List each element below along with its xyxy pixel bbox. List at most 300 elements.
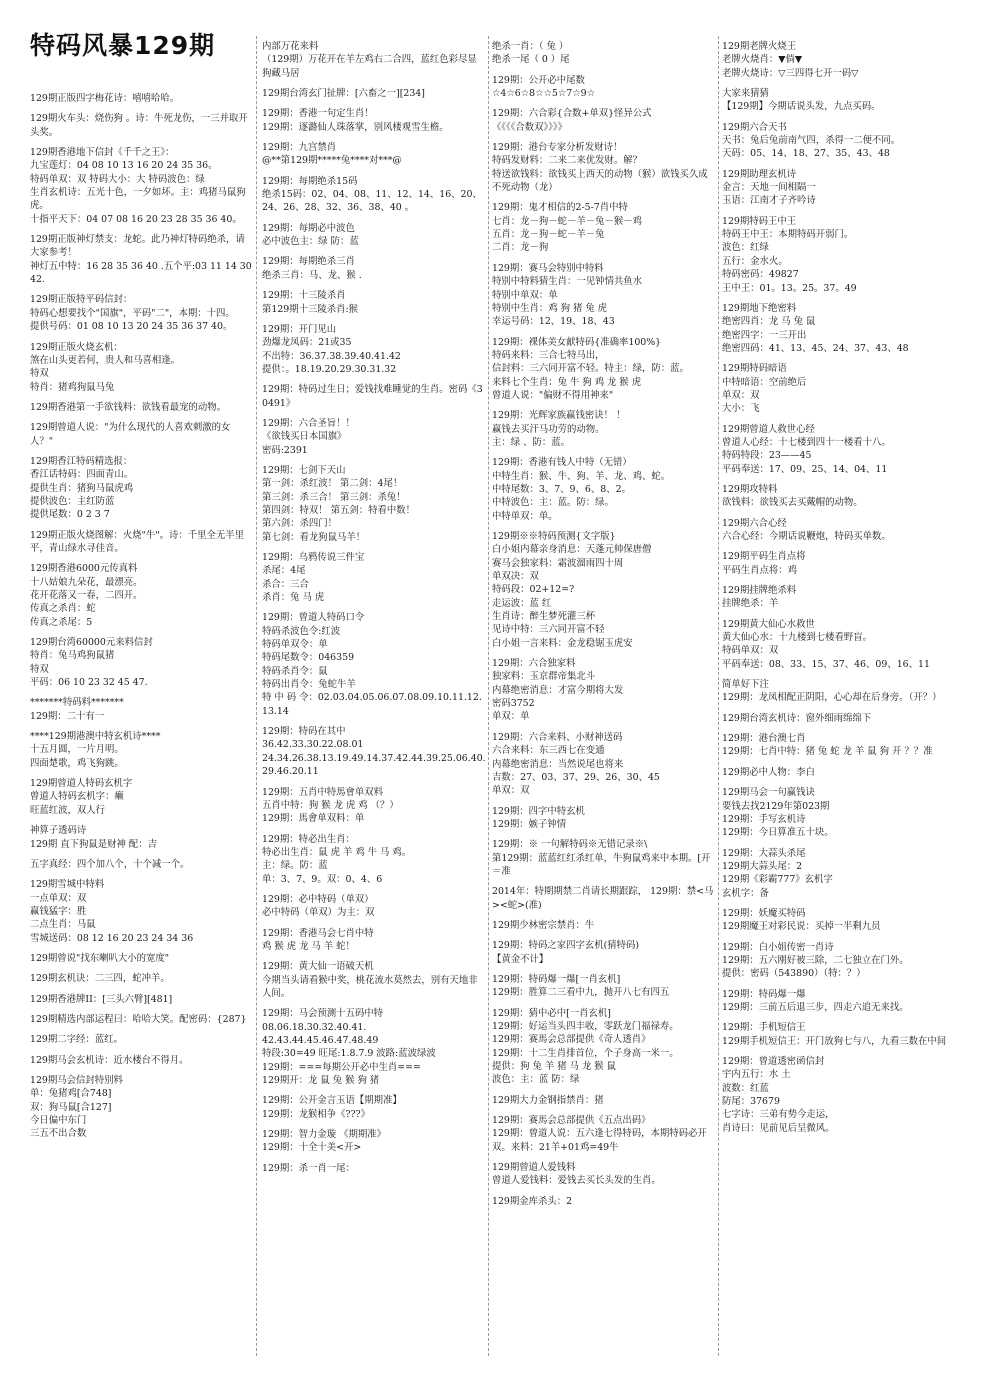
- text-line: 挂牌绝杀：羊: [722, 598, 779, 610]
- text-line: 绝密四肖：龙 马 兔 鼠: [722, 316, 816, 328]
- text-line: 吉数：27、03、37、29、26、30、45: [492, 771, 660, 783]
- text-block: [30, 1033, 252, 1046]
- text-block: [492, 1161, 716, 1188]
- text-block: [492, 530, 716, 650]
- text-line: 提供号码：01 08 10 13 20 24 35 36 37 40。: [30, 321, 233, 333]
- text-line: 杀尾：4尾: [262, 565, 306, 577]
- column-divider: [488, 36, 489, 1356]
- text-line: 129期少林密宗禁肖：牛: [492, 919, 595, 931]
- text-line: 129期黄大仙心水救世: [722, 618, 815, 630]
- text-line: 十八姑娘九朵花，最漂亮。: [30, 576, 143, 588]
- text-line: 七字诗：三弟有势今走运，: [722, 1109, 835, 1121]
- text-line: 防尾：37679: [722, 1096, 780, 1108]
- text-line: ☆4☆6☆8☆☆5☆7☆9☆: [492, 88, 596, 100]
- text-line: 129期：六合来料、小财神送码: [492, 731, 623, 743]
- text-block: [262, 87, 486, 100]
- text-line: 129期香港地下信封《千千之王》：: [30, 147, 175, 159]
- text-line: 大小：飞: [722, 403, 760, 415]
- text-line: 129期：每期绝杀三肖: [262, 256, 355, 268]
- text-line: 129期：今日算准五十块。: [722, 827, 834, 839]
- text-line: 129期：五六刚好被三除，二七独立在门外。: [722, 954, 909, 966]
- text-block: [492, 939, 716, 966]
- text-line: 129期：二十有一: [30, 710, 105, 722]
- text-block: [262, 107, 486, 134]
- text-line: 提供生肖：猪狗马鼠虎鸡: [30, 482, 134, 494]
- text-line: 特码来料：三合七特马出，: [492, 349, 605, 361]
- text-line: 129期：裸体美女献特码{准确率100%}: [492, 336, 662, 348]
- text-line: 【129期】今期话说头发，九点买码。: [722, 101, 881, 113]
- text-line: 老牌火烧肖：▼倘▼: [722, 54, 803, 66]
- text-line: 129期二字经：蓝红。: [30, 1034, 123, 1046]
- text-line: 129期：黄大仙一语破天机: [262, 961, 374, 973]
- text-line: 宇内五行：水 土: [722, 1069, 791, 1081]
- text-line: 129期正版火烧玄机：: [30, 341, 123, 353]
- text-line: ****129期港澳中特玄机诗****: [30, 731, 161, 743]
- text-line: 肖诗曰：见前见后呈微风。: [722, 1122, 835, 1134]
- text-line: 双：狗马鼠[合127]: [30, 1101, 112, 1113]
- text-line: 主：绿 、防：蓝。: [492, 436, 570, 448]
- text-line: 129期攻特料: [722, 483, 778, 495]
- text-block: [30, 146, 252, 226]
- text-line: 第七剑：看龙狗鼠马羊！: [262, 531, 366, 543]
- column-divider: [718, 36, 719, 1356]
- text-line: 129期※※特码预测{文字版}: [492, 531, 616, 542]
- text-line: 特码杀肖令：鼠: [262, 665, 328, 677]
- text-block: [492, 919, 716, 932]
- text-line: 129期：曾道人特码口令: [262, 612, 365, 624]
- text-line: 绝密四码：41、13、45、24、37、43、48: [722, 342, 909, 354]
- text-block: [262, 893, 486, 920]
- text-block: [492, 409, 716, 449]
- text-block: [262, 255, 486, 282]
- text-line: 四面楚歌，鸡飞狗跳。: [30, 757, 124, 769]
- text-line: 特别中单双：单: [492, 289, 558, 301]
- text-line: 提供波色：主红防蓝: [30, 495, 115, 507]
- text-line: 特别中生肖：鸡 狗 猪 兔 虎: [492, 302, 608, 314]
- text-line: （129期）万花开在羊左鸡右二合四，蓝红色彩尽显狗藏马居: [262, 54, 477, 79]
- text-line: 129期正版四字梅花诗：嘻嘻哈哈。: [30, 93, 180, 104]
- text-line: 129期：特码爆一爆: [722, 988, 806, 1000]
- text-line: 129期：曾道透密函信封: [722, 1056, 825, 1067]
- text-line: 二肖：龙－狗: [492, 242, 549, 254]
- text-line: 波数：红蓝: [722, 1082, 769, 1094]
- text-block: [722, 517, 948, 544]
- text-line: 老牌火烧诗：▽三四得七开一码▽: [722, 67, 859, 79]
- text-block: [262, 1162, 486, 1175]
- text-line: 劲爆龙凤码：21或35: [262, 337, 352, 349]
- text-line: 特 中 码 令：02.03.04.05.06.07.08.09.10.11.12.13.14: [262, 692, 482, 717]
- text-line: 129期平码生肖点将: [722, 551, 806, 563]
- text-block: [30, 696, 252, 723]
- text-line: 中特波色：主：蓝。防：绿。: [492, 497, 614, 509]
- text-line: 129期：港台澳七肖: [722, 733, 806, 745]
- text-line: 十五月圆，一片月明。: [30, 744, 124, 756]
- text-block: [262, 551, 486, 604]
- text-line: 欲钱料：欲钱买去买戴帽的动物。: [722, 497, 863, 509]
- text-line: 129期：十二生肖排首位，个子身高一米一。: [492, 1047, 679, 1059]
- text-block: [262, 927, 486, 954]
- text-line: 信封料：三六同开富不轻。特主：绿，防：蓝。: [492, 363, 689, 375]
- text-block: [722, 168, 948, 208]
- text-block: [30, 824, 252, 851]
- text-line: 玉语：江南才子齐吟诗: [722, 195, 816, 207]
- text-line: 天书：兔后兔前南气四，杀得一二便不同。: [722, 135, 901, 147]
- text-block: [262, 611, 486, 718]
- text-block: [262, 40, 486, 80]
- text-line: 129期：六合独家料: [492, 658, 576, 670]
- text-line: 129期：白小姐传密一肖诗: [722, 941, 834, 953]
- text-line: 129期大蒜头尾：2: [722, 860, 803, 872]
- text-line: 内幕绝密消息：才富今期将大发: [492, 684, 624, 696]
- text-block: [722, 302, 948, 355]
- text-line: 129期：智力金璇 《期期准》: [262, 1129, 387, 1141]
- text-line: 花开花落又一春，二四开。: [30, 590, 143, 601]
- text-line: 24.34.26.38.13.19.49.14.37.42.44.39.25.06.40.29.46.20.11: [262, 752, 486, 778]
- text-line: 特码王中王：本期特码开弱门。: [722, 229, 854, 241]
- text-block: [722, 712, 948, 725]
- text-line: 特码出肖令：兔蛇牛羊: [262, 679, 356, 691]
- text-line: 129期台湾玄机诗：窗外细雨绵绵下: [722, 712, 872, 724]
- text-line: 129期：嫉子钟情: [492, 818, 567, 830]
- text-line: 129期：十三陵杀肖: [262, 290, 346, 302]
- text-line: 129期：光辉家族赢钱密诀！ ！: [492, 410, 626, 422]
- text-block: [722, 423, 948, 476]
- text-line: 129期：手机短信王: [722, 1022, 806, 1034]
- text-line: 曾道人爱钱料：爱钱去买长头发的生肖。: [492, 1175, 661, 1187]
- text-line: 129期：龙凤相配正阴阳，心心却在后身旁。（开？）: [722, 692, 942, 704]
- text-line: 内幕绝密消息：当然说尾也将来: [492, 758, 624, 770]
- text-line: 中特单双：单。: [492, 510, 558, 522]
- text-block: [30, 529, 252, 556]
- text-line: 第六剑：杀四门！: [262, 518, 338, 530]
- text-block: [30, 421, 252, 448]
- text-line: 特码发财料：二来二来优发财。解？: [492, 155, 643, 167]
- text-line: 129期香港牌II：[三头六臂][481]: [30, 993, 173, 1005]
- text-line: 2014年：特期期禁二肖请长期跟踪， 129期：禁<马><蛇>(准): [492, 886, 714, 911]
- text-line: 单双：双: [722, 389, 760, 401]
- text-line: 传真之杀尾：5: [30, 616, 93, 628]
- text-line: 特送欲钱料：欲钱买上西天的动物（猴）欲钱买久成不死动物（龙）: [492, 168, 708, 194]
- text-line: 单双：双: [492, 785, 530, 797]
- text-line: 129期《彩霸777》玄机字: [722, 874, 833, 886]
- text-block: [30, 1013, 252, 1026]
- text-line: 特必出生肖：鼠 虎 羊 鸡 牛 马 鸡。: [262, 846, 412, 858]
- text-line: 129期：特码爆一爆[一肖玄机]: [492, 973, 621, 985]
- text-line: 七肖：龙－狗－蛇－羊－兔－猴－鸡: [492, 215, 643, 227]
- page-title: 特码风暴129期: [30, 31, 216, 60]
- text-line: 129期金库杀头：2: [492, 1195, 573, 1207]
- text-line: 一点单双：双: [30, 892, 87, 904]
- text-block: [722, 766, 948, 779]
- text-line: 五肖中特：狗 猴 龙 虎 鸡 （？）: [262, 799, 399, 811]
- text-line: 特码单双：双: [722, 645, 779, 657]
- text-block: [722, 362, 948, 415]
- text-line: 129期：必中特码（单双）: [262, 893, 374, 905]
- text-line: 129期曾说"找东喇叭大小的宽度": [30, 952, 170, 964]
- text-line: 129期六合天书: [722, 121, 787, 133]
- text-line: 129期：曾道人说：五六逢七得特码，本期特码必开双。来料：21羊+01鸡=49牛: [492, 1128, 707, 1153]
- text-line: 第三剑：杀三合！ 第三剑：杀兔！: [262, 491, 406, 503]
- text-block: [30, 112, 252, 139]
- text-line: 赢钱猛字：胜: [30, 905, 87, 917]
- text-line: 大家来猜猜: [722, 88, 769, 100]
- text-line: 129期：龙猴相争《???》: [262, 1108, 370, 1120]
- text-block: [722, 678, 948, 705]
- text-block: [262, 1094, 486, 1121]
- text-line: 129期大力金钢指禁肖：猪: [492, 1094, 604, 1106]
- text-line: 平码：06 10 23 32 45 47.: [30, 677, 148, 689]
- text-line: 《《《《合数双》》》》: [492, 121, 567, 133]
- text-line: 五肖：龙－狗－蛇－羊－兔: [492, 229, 605, 241]
- text-block: [722, 121, 948, 161]
- text-block: [722, 215, 948, 295]
- text-line: 129期：四字中特玄机: [492, 805, 585, 817]
- text-line: 129期：开门见山: [262, 323, 337, 335]
- text-line: 平码生肖点将：鸡: [722, 564, 798, 576]
- text-line: 129期：乌鸦传说三件宝: [262, 552, 365, 563]
- text-block: [262, 383, 486, 410]
- text-line: 129期台湾玄门扯牌：[六畜之一][234]: [262, 88, 425, 100]
- text-block: [30, 562, 252, 629]
- text-line: 绝密四字：一三开出: [722, 329, 807, 341]
- text-line: 金言：天地一间相隔一: [722, 182, 816, 194]
- text-line: 129期：特码在其中: [262, 726, 346, 738]
- text-block: [30, 1054, 252, 1067]
- text-line: 129期：赛馬会总部提供《奇人透肖》: [492, 1034, 651, 1046]
- text-line: 特双: [30, 368, 49, 380]
- text-line: 129期：逐潞仙人珠落掌，别风楼观雪生檐。: [262, 121, 449, 133]
- text-block: [262, 960, 486, 1000]
- text-block: [262, 725, 486, 778]
- text-line: 见诗中特：三六同开富不轻: [492, 624, 605, 636]
- text-line: 平码奉送：17、09、25、14、04、11: [722, 463, 888, 475]
- text-line: 129期魔王对彩民说：买掉一半剩九员: [722, 921, 881, 933]
- text-block: [262, 786, 486, 826]
- text-line: 129期：七肖中特：猪 兔 蛇 龙 羊 鼠 狗 开 ？？准: [722, 746, 933, 758]
- column-divider: [256, 36, 257, 1356]
- text-line: 129期香港6000元传真料: [30, 563, 138, 575]
- text-line: 129期：七剑下天山: [262, 464, 346, 476]
- text-block: [30, 993, 252, 1006]
- text-line: 第一剑：杀红波！ 第二剑：4尾！: [262, 478, 403, 490]
- text-line: 第129期：蓝蓝红红杀红单，牛狗鼠鸡来中本期。[开＝准: [492, 852, 711, 877]
- text-line: 129期：每期必中波色: [262, 222, 355, 234]
- text-line: 中特生肖：猴、牛、狗、羊、龙、鸡、蛇。: [492, 470, 671, 482]
- text-line: 中特尾数：3、7、9、6、8、2。: [492, 483, 631, 495]
- text-block: [722, 732, 948, 759]
- text-block: [722, 87, 948, 114]
- text-line: 十指平天下：04 07 08 16 20 23 28 35 36 40。: [30, 213, 242, 225]
- text-block: [722, 847, 948, 900]
- text-line: 曾道人说："偏财不得用神来": [492, 389, 614, 401]
- text-line: 129期马会一句赢钱诀: [722, 787, 815, 799]
- text-line: 129期：特码之家四字玄机(猜特码): [492, 940, 640, 952]
- text-line: 生肖玄机诗：五光十色，一夕如坏。主：鸡猪马鼠狗虎。: [30, 187, 246, 212]
- text-line: 特别中特料猜生肖：一见钟情共鱼水: [492, 276, 643, 288]
- text-column-2: [262, 40, 486, 1360]
- text-block: [262, 222, 486, 249]
- text-line: 129期：香港马会七肖中特: [262, 927, 374, 939]
- text-line: 129期：鬼才相信的2-5-7肖中特: [492, 202, 628, 214]
- text-line: 129期：好运当头四丰收，零跃龙门福禄寿。: [492, 1021, 679, 1032]
- text-line: 中特暗语：空前绝后: [722, 376, 807, 388]
- text-block: [722, 988, 948, 1015]
- text-line: 129期助理玄机诗: [722, 168, 797, 180]
- text-block: [30, 636, 252, 689]
- text-line: 129期：※ 一句解特码※无错记录※\: [492, 839, 648, 851]
- text-line: 今期当头请看猴中奖，桃花流水莫然去，别有天地非人间。: [262, 974, 478, 999]
- text-line: 129期：===每期公开必中生肖===: [262, 1061, 421, 1073]
- text-block: [492, 731, 716, 798]
- text-line: 王中王：01。13。25。37。49: [722, 282, 857, 294]
- text-line: 129期正版特平码信封：: [30, 294, 133, 306]
- text-block: [722, 584, 948, 611]
- text-line: 单：兔猪鸡[合748]: [30, 1088, 112, 1100]
- text-line: 密码3752: [492, 698, 535, 710]
- text-block: [492, 805, 716, 832]
- text-block: [492, 141, 716, 194]
- text-block: [262, 833, 486, 886]
- text-line: 鸡 猴 虎 龙 马 羊 蛇！: [262, 940, 355, 952]
- text-block: [492, 1007, 716, 1087]
- text-line: 黄大仙心水：十九楼到七楼看野盲。: [722, 632, 873, 644]
- text-line: 赛马会独家料：霜波溜雨四十周: [492, 557, 624, 569]
- text-line: 特肖：兔马鸡狗鼠猪: [30, 650, 115, 662]
- text-line: 《欲钱买日本国旗》: [262, 431, 347, 443]
- text-line: 煞在山头更若何，贵人和马喜相逢。: [30, 354, 181, 366]
- text-block: [722, 1055, 948, 1135]
- text-line: 129期火车头：烧伤狗 。诗：牛死龙伤，一三并取开头奖。: [30, 113, 248, 138]
- text-line: 单双：单: [492, 711, 530, 723]
- text-block: [30, 341, 252, 394]
- text-line: 129期曾道人救世心经: [722, 423, 815, 435]
- text-line: 129期：公开必中尾数: [492, 74, 585, 86]
- text-block: [492, 74, 716, 101]
- text-block: [262, 417, 486, 457]
- text-line: 传真之杀肖：蛇: [30, 603, 96, 615]
- text-line: 129期：胜算二三看中九，抛开八七有四五: [492, 987, 670, 999]
- text-line: 绝杀一尾（ 0 ）尾: [492, 54, 570, 66]
- text-line: 129期挂牌绝杀料: [722, 585, 797, 597]
- text-line: 密码:2391: [262, 444, 308, 456]
- text-column-1: [30, 92, 252, 1354]
- text-block: [722, 550, 948, 577]
- text-block: [262, 323, 486, 376]
- text-line: 必中波色主：绿 防：蓝: [262, 236, 359, 248]
- text-line: 六合心经：今期话说鞭炮，特码买单数。: [722, 531, 891, 542]
- text-block: [262, 464, 486, 544]
- text-line: 08.06.18.30.32.40.41.: [262, 1021, 367, 1033]
- text-block: [262, 141, 486, 168]
- text-line: 129期：香港一句定生肖！: [262, 108, 374, 120]
- text-block: [492, 973, 716, 1000]
- text-line: 来料七个生肖：兔 牛 狗 鸡 龙 猴 虎: [492, 376, 642, 388]
- text-line: 幸运号码：12、19、18、43: [492, 316, 615, 328]
- text-line: 单：3、7、9。双：0、4、6: [262, 873, 383, 885]
- text-line: 波色：主：蓝 防：绿: [492, 1074, 580, 1086]
- text-block: [262, 1007, 486, 1087]
- text-line: 129期：馬會单双料：单: [262, 813, 365, 825]
- text-block: [492, 1094, 716, 1107]
- text-block: [30, 952, 252, 965]
- text-line: 129期开：龙 鼠 兔 猴 狗 猪: [262, 1075, 380, 1087]
- text-line: 内部万花来料: [262, 41, 319, 52]
- text-line: 今日偏中东门: [30, 1115, 87, 1126]
- text-line: 特双: [30, 663, 49, 675]
- text-line: 42.43.44.45.46.47.48.49: [262, 1035, 379, 1046]
- text-block: [30, 972, 252, 985]
- text-line: 129期香港第一手欲钱料：欲钱看最宠的动物。: [30, 401, 227, 413]
- text-line: 129期六合心经: [722, 517, 787, 529]
- text-line: 129期正版火烧图解：火烧"牛"。诗：千里全无半里平，青山绿水寻佳音。: [30, 529, 245, 554]
- text-line: 129期曾道人特码玄机字: [30, 778, 133, 790]
- text-line: 绝杀三肖：马、龙、猴 .: [262, 269, 362, 281]
- text-line: 129期特码王中王: [722, 215, 797, 227]
- text-block: [722, 786, 948, 839]
- text-line: 129期：赛馬会总部提供《五点出码》: [492, 1115, 651, 1127]
- text-line: 特码密码：49827: [722, 269, 799, 281]
- text-line: 129期马会玄机诗：近水楼台不得月。: [30, 1054, 189, 1066]
- text-line: 杀合：三合: [262, 578, 309, 590]
- text-line: 提供尾数：0 2 3 7: [30, 509, 110, 521]
- text-block: [492, 657, 716, 724]
- text-block: [30, 233, 252, 286]
- text-line: 129期：六合圣旨！！: [262, 417, 355, 429]
- text-block: [722, 941, 948, 981]
- text-block: [30, 878, 252, 945]
- text-line: 旺蓝红波，双人行: [30, 804, 106, 816]
- text-line: 第129期十三陵杀肖:猴: [262, 303, 359, 315]
- text-line: 特码心想要找个"国旗"，平码"二"，本期：十四。: [30, 307, 235, 319]
- text-line: 129期：大蒜头杀尾: [722, 847, 806, 859]
- text-line: 第四剑：特双！ 第五剑：特看中数！: [262, 504, 415, 516]
- text-line: 五行：金水火。: [722, 255, 788, 267]
- text-line: 杀肖：兔 马 虎: [262, 592, 325, 604]
- text-line: 三五不出合数: [30, 1128, 87, 1140]
- text-line: 要钱去找2129年第023期: [722, 800, 830, 812]
- text-block: [262, 175, 486, 215]
- text-line: 神灯五中特：16 28 35 36 40 .五个平:03 11 14 30 42.: [30, 260, 252, 286]
- text-block: [492, 838, 716, 878]
- text-line: 主：绿。防：蓝: [262, 860, 328, 872]
- text-line: 香江话特码：四面青山。: [30, 469, 134, 481]
- text-line: 129期：香港有钱人中特（无错）: [492, 457, 632, 469]
- text-line: 曾道人心经：十七楼到四十一楼看十八。: [722, 436, 891, 448]
- text-block: [492, 1195, 716, 1208]
- text-block: [492, 40, 716, 67]
- text-block: [492, 262, 716, 329]
- text-line: 雪城送码：08 12 16 20 23 24 34 36: [30, 932, 194, 944]
- text-block: [262, 1128, 486, 1155]
- text-column-4: [722, 40, 948, 1360]
- text-line: 绝杀15码：02、04、08、11、12、14、16、20、24、26、28、32、36、38、40 。: [262, 189, 482, 214]
- text-line: 129期：港台专家分析发财诗！: [492, 142, 623, 154]
- text-block: [30, 858, 252, 871]
- text-line: 走运波：蓝 红: [492, 597, 552, 609]
- text-line: 129期精选内部运程曰：哈哈大笑。配密码：{287}: [30, 1013, 247, 1025]
- text-line: 必中特码（单双）为主：双: [262, 907, 375, 919]
- text-line: 平码奉送：08、33、15、37、46、09、16、11: [722, 658, 930, 670]
- text-line: 生肖诗：醉生梦死灌三杯: [492, 611, 596, 623]
- text-line: 129期：猜中必中[一肖玄机]: [492, 1007, 611, 1019]
- text-line: 129期曾道人爱钱料: [492, 1162, 576, 1174]
- text-block: [492, 201, 716, 254]
- text-line: 绝杀一肖：（ 兔 ）: [492, 41, 569, 52]
- text-line: 提供：。18.19.20.29.30.31.32: [262, 363, 397, 375]
- text-line: 提供：狗 兔 羊 猪 马 龙 猴 鼠: [492, 1061, 616, 1073]
- text-line: 129期：马会预测十五码中特: [262, 1008, 384, 1020]
- text-block: [492, 885, 716, 912]
